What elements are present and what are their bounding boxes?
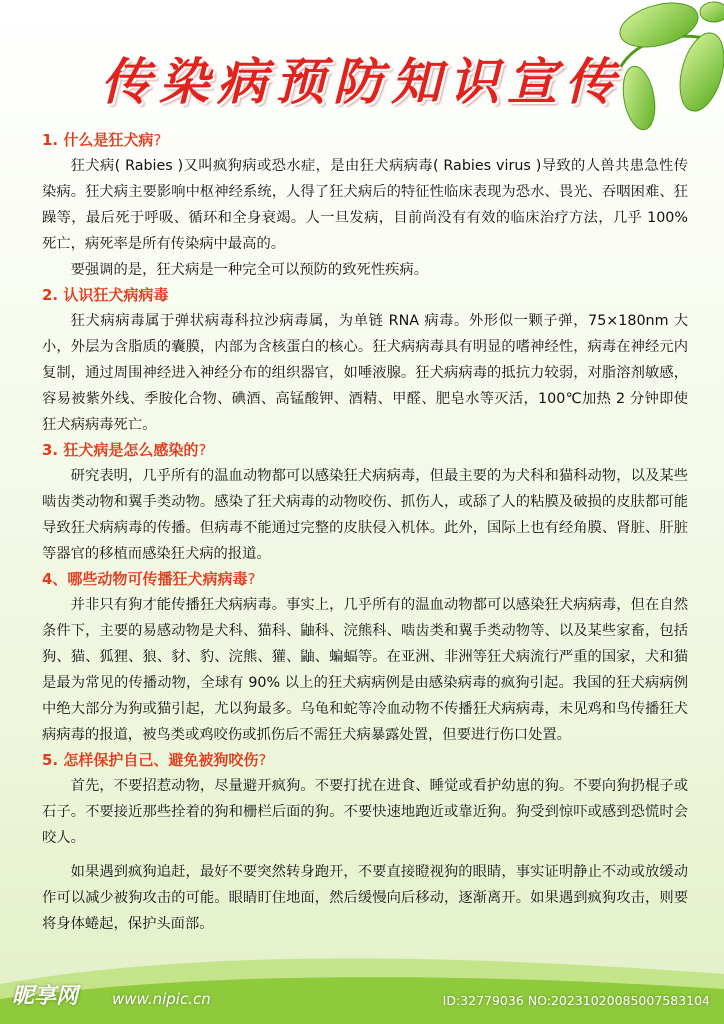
paragraph: 并非只有狗才能传播狂犬病病毒。事实上，几乎所有的温血动物都可以感染狂犬病病毒，但在自然条件下，主要的易感动物是犬科、猫科、鼬科、浣熊科、啮齿类和翼手类动物等、以及某些家畜，包括狗、猫、狐狸、狼、豺、豹、浣熊、獾、鼬、蝙蝠等。在亚洲、非洲等狂犬病流行严重的国家，犬和猫是最为常见的传播动物，全球有 90% 以上的狂犬病病例是由感染病毒的疯狗引起。我国的狂犬病病例中绝大部分为狗或猫引起，尤以狗最多。乌龟和蛇等冷血动物不传播狂犬病病毒，未见鸡和鸟传播狂犬病病毒的报道，被鸟类或鸡咬伤或抓伤后不需狂犬病暴露处置，但要进行伤口处置。	[42, 597, 688, 743]
bottom-wave-decoration	[0, 944, 724, 1024]
section-heading: 5. 怎样保护自己、避免被狗咬伤?	[42, 751, 267, 769]
section-heading: 4、哪些动物可传播狂犬病病毒?	[42, 570, 256, 588]
paragraph: 要强调的是，狂犬病是一种完全可以预防的致死性疾病。	[70, 262, 429, 278]
section-4	[42, 567, 688, 748]
paragraph: 如果遇到疯狗追赶，最好不要突然转身跑开，不要直接瞪视狗的眼睛，事实证明静止不动或放缓动作可以减少被狗攻击的可能。眼睛盯住地面，然后缓慢向后移动，逐渐离开。如果遇到疯狗攻击，则要将身体蜷起，保护头面部。	[42, 864, 688, 932]
section-5	[42, 748, 688, 937]
paragraph: 狂犬病病毒属于弹状病毒科拉沙病毒属，为单链 RNA 病毒。外形似一颗子弹，75×180nm 大小，外层为含脂质的囊膜，内部为含核蛋白的核心。狂犬病病毒具有明显的嗜神经性，病毒在神经元内复制，通过周围神经进入神经分布的组织器官，如唾液腺。狂犬病病毒的抵抗力较弱，对脂溶剂敏感，容易被紫外线、季胺化合物、碘酒、高锰酸钾、酒精、甲醛、肥皂水等灭活，100℃加热 2 分钟即使狂犬病病毒死亡。	[42, 313, 688, 433]
article-body	[42, 128, 688, 937]
paragraph: 研究表明，几乎所有的温血动物都可以感染狂犬病病毒，但最主要的为犬科和猫科动物，以及某些啮齿类动物和翼手类动物。感染了狂犬病毒的动物咬伤、抓伤人，或舔了人的粘膜及破损的皮肤都可能导致狂犬病病毒的传播。但病毒不能通过完整的皮肤侵入机体。此外，国际上也有经角膜、肾脏、肝脏等器官的移植而感染狂犬病的报道。	[42, 468, 688, 562]
section-heading: 3. 狂犬病是怎么感染的?	[42, 441, 207, 459]
section-2	[42, 283, 688, 438]
paragraph: 狂犬病( Rabies )又叫疯狗病或恐水症，是由狂犬病病毒( Rabies virus )导致的人兽共患急性传染病。狂犬病主要影响中枢神经系统，人得了狂犬病后的特征性临床表现为恐水、畏光、吞咽困难、狂躁等，最后死于呼吸、循环和全身衰竭。人一旦发病，目前尚没有有效的临床治疗方法，几乎 100% 死亡，病死率是所有传染病中最高的。	[42, 158, 688, 252]
section-heading: 1. 什么是狂犬病?	[42, 131, 162, 149]
section-heading: 2. 认识狂犬病病毒	[42, 286, 169, 304]
watermark-brand: 昵享网	[12, 984, 79, 1009]
section-3	[42, 438, 688, 567]
section-1	[42, 128, 688, 283]
watermark-id: ID:32779036 NO:20231020085007583104	[442, 993, 710, 1008]
watermark-url: www.nipic.cn	[112, 990, 211, 1008]
paragraph: 首先，不要招惹动物，尽量避开疯狗。不要打扰在进食、睡觉或看护幼崽的狗。不要向狗扔棍子或石子。不要接近那些拴着的狗和栅栏后面的狗。不要快速地跑近或靠近狗。狗受到惊吓或感到恐慌时会咬人。	[42, 778, 688, 846]
page-title: 传染病预防知识宣传	[101, 52, 623, 111]
